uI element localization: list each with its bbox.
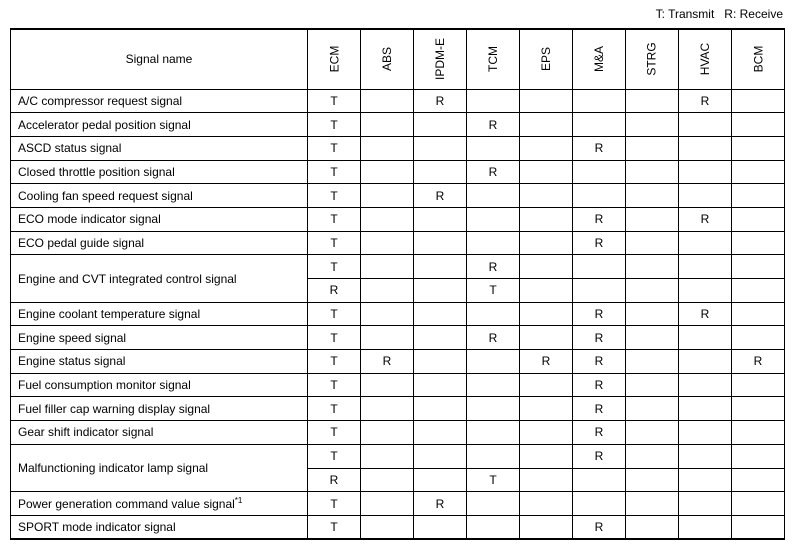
signal-cell: R xyxy=(679,302,732,326)
signal-cell xyxy=(414,373,467,397)
signal-cell xyxy=(626,160,679,184)
signal-cell xyxy=(414,468,467,492)
signal-cell xyxy=(732,492,785,516)
signal-cell xyxy=(732,302,785,326)
signal-name-cell: Fuel filler cap warning display signal xyxy=(11,397,308,421)
signal-cell: R xyxy=(308,279,361,303)
signal-cell xyxy=(520,421,573,445)
signal-cell xyxy=(626,397,679,421)
signal-cell xyxy=(732,279,785,303)
signal-cell xyxy=(520,444,573,468)
signal-cell xyxy=(679,255,732,279)
signal-cell xyxy=(679,397,732,421)
signal-cell: T xyxy=(308,350,361,374)
signal-cell: T xyxy=(308,421,361,445)
signal-cell: T xyxy=(308,515,361,539)
signal-cell xyxy=(626,136,679,160)
table-row xyxy=(11,160,785,184)
signal-cell xyxy=(414,255,467,279)
signal-cell xyxy=(467,302,520,326)
signal-cell: R xyxy=(573,302,626,326)
signal-cell: T xyxy=(308,397,361,421)
table-row xyxy=(11,136,785,160)
signal-cell xyxy=(626,89,679,113)
signal-cell xyxy=(626,515,679,539)
column-header-hvac: HVAC xyxy=(679,29,732,89)
signal-cell: R xyxy=(414,89,467,113)
signal-cell xyxy=(626,113,679,137)
signal-cell xyxy=(361,113,414,137)
signal-cell: T xyxy=(308,231,361,255)
signal-cell: T xyxy=(308,326,361,350)
signal-cell xyxy=(520,89,573,113)
signal-cell xyxy=(520,302,573,326)
signal-cell xyxy=(520,397,573,421)
table-row xyxy=(11,350,785,374)
signal-cell xyxy=(414,515,467,539)
signal-cell: R xyxy=(679,207,732,231)
signal-cell: R xyxy=(414,184,467,208)
signal-cell: T xyxy=(308,444,361,468)
table-row xyxy=(11,515,785,539)
signal-cell xyxy=(361,302,414,326)
signal-cell xyxy=(520,231,573,255)
signal-cell xyxy=(626,302,679,326)
signal-cell xyxy=(520,279,573,303)
signal-cell xyxy=(679,326,732,350)
transmit-receive-legend: T: Transmit R: Receive xyxy=(655,7,783,21)
signal-cell xyxy=(467,184,520,208)
signal-cell: T xyxy=(308,255,361,279)
signal-cell xyxy=(732,89,785,113)
signal-name-cell: ECO pedal guide signal xyxy=(11,231,308,255)
signal-cell xyxy=(414,326,467,350)
signal-cell xyxy=(626,421,679,445)
signal-cell xyxy=(573,255,626,279)
signal-cell xyxy=(732,326,785,350)
signal-cell xyxy=(414,113,467,137)
signal-cell xyxy=(679,444,732,468)
signal-cell xyxy=(679,136,732,160)
signal-cell: R xyxy=(732,350,785,374)
signal-cell xyxy=(679,373,732,397)
column-header-m-a: M&A xyxy=(573,29,626,89)
signal-cell xyxy=(679,184,732,208)
signal-cell: R xyxy=(573,444,626,468)
signal-cell: R xyxy=(467,326,520,350)
signal-cell xyxy=(573,160,626,184)
table-row xyxy=(11,231,785,255)
signal-cell xyxy=(626,444,679,468)
table-row xyxy=(11,326,785,350)
signal-cell xyxy=(732,136,785,160)
signal-cell: R xyxy=(467,113,520,137)
signal-cell xyxy=(520,326,573,350)
signal-cell xyxy=(520,515,573,539)
signal-cell xyxy=(467,492,520,516)
table-header-row xyxy=(11,29,785,89)
signal-cell: R xyxy=(573,326,626,350)
signal-cell xyxy=(467,350,520,374)
signal-cell: T xyxy=(308,302,361,326)
table-row xyxy=(11,397,785,421)
signal-cell xyxy=(626,468,679,492)
signal-cell: R xyxy=(573,231,626,255)
signal-name-cell: SPORT mode indicator signal xyxy=(11,515,308,539)
signal-cell xyxy=(573,492,626,516)
column-header-bcm: BCM xyxy=(732,29,785,89)
signal-cell: R xyxy=(573,136,626,160)
signal-cell: R xyxy=(573,350,626,374)
signal-cell: R xyxy=(520,350,573,374)
signal-cell xyxy=(626,207,679,231)
signal-name-cell: Accelerator pedal position signal xyxy=(11,113,308,137)
signal-cell xyxy=(467,89,520,113)
signal-cell xyxy=(626,184,679,208)
signal-cell xyxy=(520,184,573,208)
signal-cell xyxy=(414,207,467,231)
signal-cell xyxy=(679,492,732,516)
signal-cell xyxy=(414,397,467,421)
signal-cell: T xyxy=(308,373,361,397)
signal-name-cell: ECO mode indicator signal xyxy=(11,207,308,231)
table-row xyxy=(11,444,785,468)
signal-cell xyxy=(679,160,732,184)
signal-cell xyxy=(361,397,414,421)
table-row xyxy=(11,421,785,445)
signal-cell xyxy=(679,279,732,303)
signal-cell xyxy=(361,326,414,350)
signal-cell xyxy=(467,397,520,421)
signal-cell: R xyxy=(573,421,626,445)
signal-cell xyxy=(361,421,414,445)
signal-cell xyxy=(520,207,573,231)
signal-cell xyxy=(626,373,679,397)
signal-cell xyxy=(573,279,626,303)
signal-cell xyxy=(520,255,573,279)
table-row xyxy=(11,302,785,326)
signal-cell xyxy=(732,255,785,279)
column-header-ecm: ECM xyxy=(308,29,361,89)
table-row xyxy=(11,89,785,113)
signal-cell xyxy=(626,231,679,255)
signal-cell xyxy=(467,444,520,468)
signal-cell xyxy=(467,231,520,255)
signal-cell: R xyxy=(308,468,361,492)
signal-cell xyxy=(626,279,679,303)
signal-cell xyxy=(573,184,626,208)
table-row xyxy=(11,492,785,516)
signal-cell: R xyxy=(467,255,520,279)
table-row xyxy=(11,207,785,231)
signal-cell: R xyxy=(467,160,520,184)
table-row xyxy=(11,255,785,279)
signal-cell xyxy=(361,492,414,516)
signal-cell xyxy=(361,207,414,231)
signal-cell: R xyxy=(573,373,626,397)
signal-cell xyxy=(361,515,414,539)
signal-name-cell: Engine speed signal xyxy=(11,326,308,350)
signal-cell xyxy=(732,468,785,492)
signal-cell xyxy=(361,373,414,397)
signal-cell xyxy=(361,231,414,255)
signal-cell xyxy=(467,207,520,231)
signal-cell xyxy=(414,421,467,445)
signal-cell xyxy=(520,492,573,516)
signal-cell: T xyxy=(467,279,520,303)
signal-cell xyxy=(414,350,467,374)
signal-cell xyxy=(414,160,467,184)
signal-cell xyxy=(732,515,785,539)
signal-cell xyxy=(679,515,732,539)
signal-cell xyxy=(626,350,679,374)
signal-cell: T xyxy=(467,468,520,492)
signal-cell xyxy=(361,136,414,160)
table-row xyxy=(11,113,785,137)
column-header-tcm: TCM xyxy=(467,29,520,89)
signal-cell xyxy=(414,231,467,255)
signal-cell xyxy=(520,373,573,397)
table-body xyxy=(11,89,785,539)
signal-cell: T xyxy=(308,184,361,208)
signal-cell: R xyxy=(573,515,626,539)
signal-cell xyxy=(573,89,626,113)
signal-cell: R xyxy=(414,492,467,516)
column-header-ipdm-e: IPDM-E xyxy=(414,29,467,89)
column-header-strg: STRG xyxy=(626,29,679,89)
signal-cell: R xyxy=(361,350,414,374)
signal-cell xyxy=(732,113,785,137)
signal-cell xyxy=(361,89,414,113)
signal-cell xyxy=(679,350,732,374)
signal-cell xyxy=(732,184,785,208)
signal-name-cell: Cooling fan speed request signal xyxy=(11,184,308,208)
signal-name-header: Signal name xyxy=(11,29,308,89)
signal-name-cell: Engine status signal xyxy=(11,350,308,374)
signal-cell: T xyxy=(308,492,361,516)
signal-name-cell: Engine and CVT integrated control signal xyxy=(11,255,308,302)
can-signal-table xyxy=(10,28,785,540)
signal-cell xyxy=(626,326,679,350)
signal-cell xyxy=(414,279,467,303)
signal-cell xyxy=(361,184,414,208)
signal-cell xyxy=(361,255,414,279)
signal-cell xyxy=(732,421,785,445)
signal-cell: R xyxy=(573,207,626,231)
signal-cell xyxy=(520,468,573,492)
signal-cell xyxy=(467,373,520,397)
signal-cell xyxy=(573,113,626,137)
signal-cell xyxy=(573,468,626,492)
signal-cell xyxy=(732,160,785,184)
signal-cell xyxy=(732,231,785,255)
signal-cell xyxy=(414,136,467,160)
signal-name-cell: ASCD status signal xyxy=(11,136,308,160)
signal-cell: T xyxy=(308,136,361,160)
signal-cell xyxy=(414,302,467,326)
signal-name-cell: A/C compressor request signal xyxy=(11,89,308,113)
signal-cell xyxy=(732,444,785,468)
signal-cell xyxy=(361,444,414,468)
signal-cell xyxy=(679,113,732,137)
signal-cell xyxy=(467,421,520,445)
signal-cell xyxy=(679,468,732,492)
signal-cell xyxy=(679,421,732,445)
signal-cell xyxy=(361,160,414,184)
signal-cell xyxy=(361,468,414,492)
signal-cell xyxy=(361,279,414,303)
signal-cell: T xyxy=(308,89,361,113)
signal-cell: T xyxy=(308,113,361,137)
signal-cell xyxy=(467,515,520,539)
signal-name-cell: Gear shift indicator signal xyxy=(11,421,308,445)
signal-cell xyxy=(732,207,785,231)
footnote-marker: *1 xyxy=(234,496,243,506)
signal-name-cell: Closed throttle position signal xyxy=(11,160,308,184)
signal-cell xyxy=(626,492,679,516)
table-row xyxy=(11,184,785,208)
column-header-abs: ABS xyxy=(361,29,414,89)
table-row xyxy=(11,373,785,397)
column-header-eps: EPS xyxy=(520,29,573,89)
signal-name-cell: Fuel consumption monitor signal xyxy=(11,373,308,397)
signal-cell xyxy=(520,160,573,184)
signal-cell: T xyxy=(308,207,361,231)
signal-name-cell: Malfunctioning indicator lamp signal xyxy=(11,444,308,491)
signal-cell xyxy=(520,113,573,137)
signal-cell xyxy=(520,136,573,160)
signal-cell xyxy=(626,255,679,279)
signal-name-cell: Power generation command value signal$^{*1}$ xyxy=(11,492,308,516)
signal-cell xyxy=(414,444,467,468)
signal-cell: T xyxy=(308,160,361,184)
signal-cell: R xyxy=(573,397,626,421)
signal-cell xyxy=(732,373,785,397)
signal-cell xyxy=(732,397,785,421)
signal-cell: R xyxy=(679,89,732,113)
signal-name-cell: Engine coolant temperature signal xyxy=(11,302,308,326)
signal-cell xyxy=(679,231,732,255)
signal-cell xyxy=(467,136,520,160)
